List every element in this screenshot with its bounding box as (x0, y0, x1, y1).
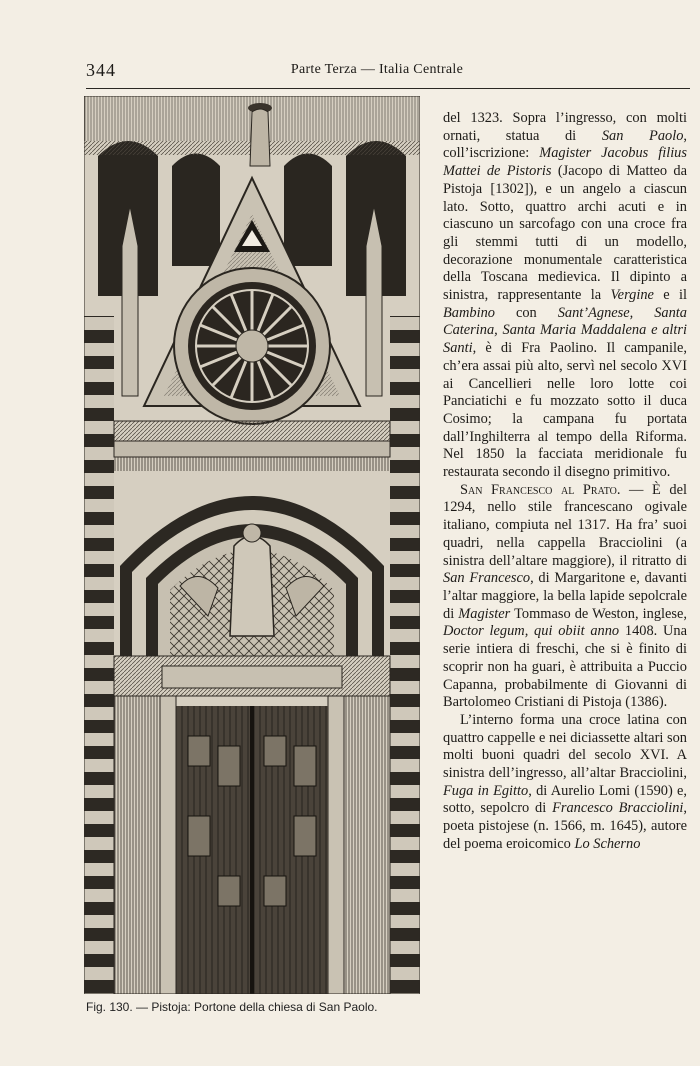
paragraph: L’interno forma una croce latina con quattro cappelle e nei diciassette altari son molti buoni quadri del secolo XVI. A sinistra dell’ingresso, all’altar Bracciolini, Fuga in Egitto, di Aurelio Lomi (1590) e, sotto, sepolcro di Francesco Bracciolini, poeta pistojese (n. 1566, m. 1645), autore del poema eroicomico Lo Scherno (443, 711, 687, 852)
page-number: 344 (86, 60, 116, 80)
church-portal-engraving (84, 96, 420, 994)
header-rule (86, 88, 690, 89)
paragraph: San Francesco al Prato. — È del 1294, nello stile francescano ogivale italiano, compiuta nel 1317. Ha fra’ suoi quadri, nella cappella Bracciolini (a sinistra dell’altare maggiore), il ritratto di San Francesco, di Margaritone e, davanti l’altar maggiore, la bella lapide sepolcrale di Magister Tommaso de Weston, inglese, Doctor legum, qui obiit anno 1408. Una serie intiera di freschi, che si è finito di scoprir non ha guari, è attribuita a Puccio Capanna, probabilmente di Giovanni di Bartolomeo Cristiani di Pistoja (1386). (443, 481, 688, 711)
text-column (443, 110, 687, 854)
section-title: San Francesco al Prato. (460, 481, 621, 498)
page-header (86, 58, 668, 84)
running-title: Parte Terza — Italia Centrale (290, 62, 464, 77)
figure-caption: Fig. 130. — Pistoja: Portone della chiesa di San Paolo. (86, 1000, 378, 1014)
paragraph: del 1323. Sopra l’ingresso, con molti ornati, statua di San Paolo, coll’iscrizione: Magister Jacobus filius Mattei de Pistoris (Jacopo di Matteo da Pistoja [1302]), e un angelo a ciascun lato. Sotto, quattro archi acuti e in ciascuno un sarcofago con una croce fra gli stemmi tutti di un modello, decorazione monumentale caratteristica della Toscana medievica. Il dipinto a sinistra, rappresentante la Vergine e il Bambino con Sant’Agnese, Santa Caterina, Santa Maria Maddalena e altri Santi, è di Fra Paolino. Il campanile, ch’era assai più alto, servì nel secolo XVI ai Cancellieri nelle loro lotte coi Panciatichi e fu mozzato sotto il duca Cosimo; la campana fu portata dall’Inghilterra al tempo della Riforma. Nel 1850 la facciata meridionale fu restaurata secondo il disegno primitivo. (443, 110, 688, 481)
